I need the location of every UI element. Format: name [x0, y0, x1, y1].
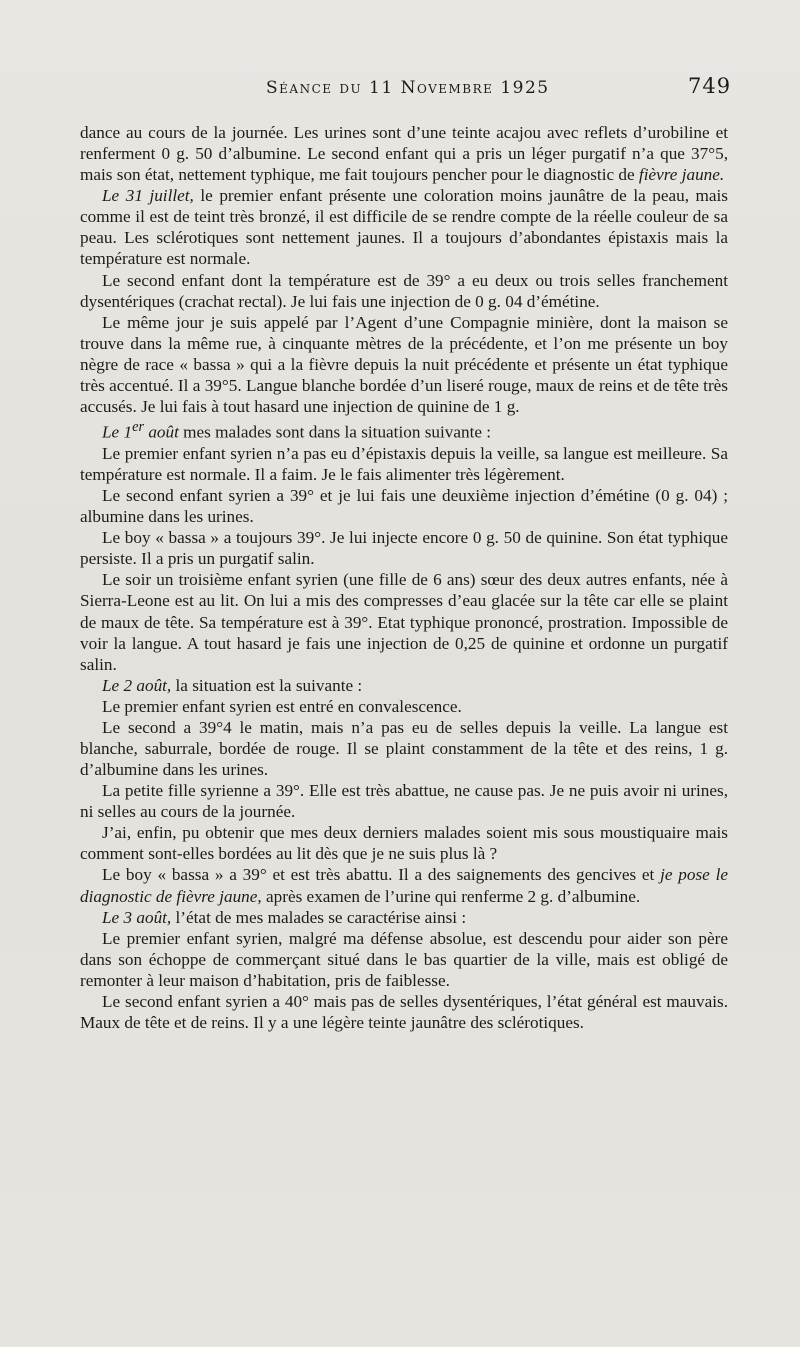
text-run: dance au cours de la journée. Les urines sont d’une teinte acajou avec reflets d’urobiline et renferment 0 g. 50 d’albumine. Le second enfant qui a pris un léger purgatif n’a que 37°5, mais son état, nettement typhique, me fait toujours pencher pour le diagnostic de: [80, 123, 728, 185]
paragraph: [80, 527, 728, 569]
paragraph: [80, 991, 728, 1033]
paragraph: [80, 312, 728, 417]
italic-text: août: [144, 422, 179, 442]
italic-text: Le 3 août,: [102, 907, 172, 927]
text-run: Le boy « bassa » a 39° et est très abattu. Il a des saignements des gencives et: [102, 865, 661, 885]
paragraph: [80, 675, 728, 696]
paragraph: [80, 569, 728, 674]
paragraph: [80, 864, 728, 906]
paragraph: [80, 185, 728, 269]
italic-text: fièvre jaune.: [638, 165, 725, 185]
italic-text: Le 31 juillet,: [102, 186, 194, 206]
paragraph: [80, 122, 728, 185]
paragraph: [80, 485, 728, 527]
italic-text: Le 2 août,: [102, 675, 172, 695]
text-run: Le second enfant syrien a 39° et je lui fais une deuxième injection d’émétine (0 g. 04) ; albumine dans les urines.: [80, 486, 728, 527]
text-run: Le premier enfant syrien est entré en convalescence.: [102, 696, 462, 716]
italic-text: er: [132, 419, 145, 436]
italic-text: je pose le diagnostic de fièvre jaune,: [80, 865, 728, 906]
paragraph: [80, 822, 728, 864]
paragraph: [80, 907, 728, 928]
paragraph: [80, 928, 728, 991]
paragraph: [80, 417, 728, 443]
text-run: Le second enfant dont la température est de 39° a eu deux ou trois selles franchement dysentériques (crachat rectal). Je lui fais une injection de 0 g. 04 d’émétine.: [80, 270, 728, 311]
paragraph: [80, 696, 728, 717]
text-run: La petite fille syrienne a 39°. Elle est très abattue, ne cause pas. Je ne puis avoir ni urines, ni selles au cours de la journée.: [80, 781, 728, 822]
text-run: J’ai, enfin, pu obtenir que mes deux derniers malades soient mis sous moustiquaire mais comment sont-elles bordées au lit dès que je ne suis plus là ?: [80, 823, 728, 864]
italic-text: Le 1: [102, 422, 133, 442]
text-run: après examen de l’urine qui renferme 2 g. d’albumine.: [261, 886, 641, 906]
text-run: l’état de mes malades se caractérise ainsi :: [171, 907, 467, 927]
text-run: Le boy « bassa » a toujours 39°. Je lui injecte encore 0 g. 50 de quinine. Son état typhique persiste. Il a pris un purgatif salin.: [80, 528, 728, 569]
text-run: mes malades sont dans la situation suivante :: [178, 422, 492, 442]
text-run: Le même jour je suis appelé par l’Agent d’une Compagnie minière, dont la maison se trouve dans la même rue, à cinquante mètres de la précédente, et l’on me présente un boy nègre de race « bassa » qui a la fièvre depuis la nuit précédente et présente un état typhique très accentué. Il a 39°5. Langue blanche bordée d’un liseré rouge, maux de reins et de tête très accusés. Je lui fais à tout hasard une injection de quinine de 1 g.: [80, 312, 728, 417]
text-run: le premier enfant présente une coloration moins jaunâtre de la peau, mais comme il est de teint très bronzé, il est difficile de se rendre compte de la réelle couleur de sa peau. Les sclérotiques sont nettement jaunes. Il a toujours d’abondantes épistaxis mais la température est normale.: [80, 186, 728, 269]
running-title: Séance du 11 Novembre 1925: [266, 78, 550, 98]
text-run: Le soir un troisième enfant syrien (une fille de 6 ans) sœur des deux autres enfants, née à Sierra-Leone est au lit. On lui a mis des compresses d’eau glacée sur la tête car elle se plaint de maux de tête. Sa température est à 39°. Etat typhique prononcé, prostration. Impossible de voir la langue. A tout hasard je fais une injection de 0,25 de quinine et ordonne un purgatif salin.: [80, 570, 728, 674]
text-run: la situation est la suivante :: [171, 675, 363, 695]
page-header: [0, 74, 800, 104]
text-run: Le premier enfant syrien, malgré ma défense absolue, est descendu pour aider son père dans son échoppe de commerçant situé dans le bas quartier de la ville, mais est obligé de remonter à leur maison d’habitation, pris de faiblesse.: [80, 928, 728, 990]
paragraph: [80, 443, 728, 485]
text-run: Le premier enfant syrien n’a pas eu d’épistaxis depuis la veille, sa langue est meilleure. Sa température est normale. Il a faim. Je le fais alimenter très légèrement.: [80, 443, 728, 484]
paragraph: [80, 717, 728, 780]
text-run: Le second a 39°4 le matin, mais n’a pas eu de selles depuis la veille. La langue est blanche, saburrale, bordée de rouge. Il se plaint constamment de la tête et des reins, 1 g. d’albumine dans les urines.: [80, 717, 728, 780]
body-text: [80, 122, 728, 1033]
paragraph: [80, 270, 728, 312]
paragraph: [80, 780, 728, 822]
text-run: Le second enfant syrien a 40° mais pas de selles dysentériques, l’état général est mauvais. Maux de tête et de reins. Il y a une légère teinte jaunâtre des sclérotiques.: [80, 991, 728, 1033]
page-number: 749: [688, 74, 732, 98]
